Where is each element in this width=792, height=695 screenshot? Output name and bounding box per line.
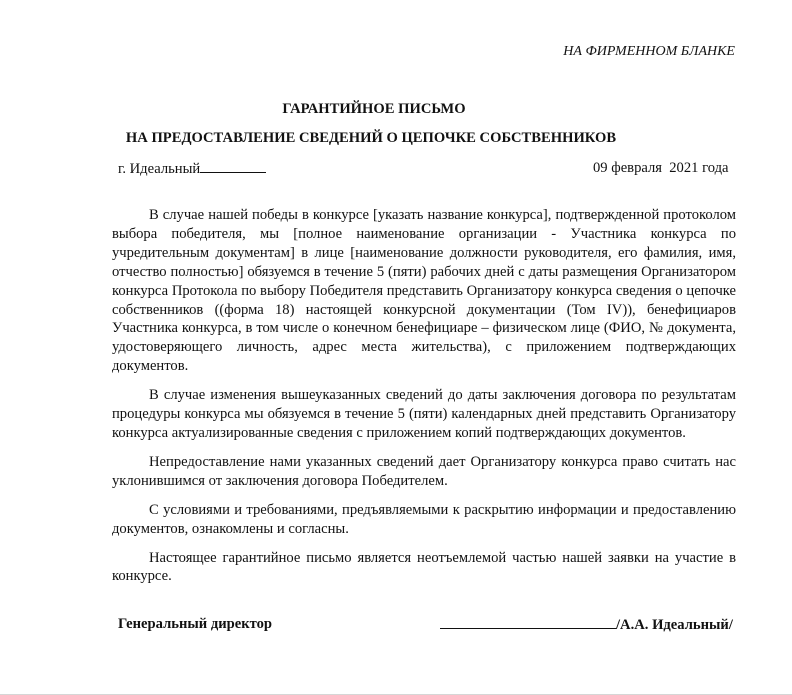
signature-line [440, 616, 733, 634]
letter-body [112, 206, 736, 596]
paragraph-acknowledgement: С условиями и требованиями, предъявляемыми к раскрытию информации и предоставлению документов, ознакомлены и согласны. [112, 501, 736, 537]
signatory-position: Генеральный директор [118, 616, 273, 632]
paragraph-nonprovision: Непредоставление нами указанных сведений дает Организатору конкурса право считать нас уклонившимся от заключения договора Победителем. [112, 453, 736, 489]
city-blank-line [200, 160, 266, 173]
letter-subtitle: НА ПРЕДОСТАВЛЕНИЕ СВЕДЕНИЙ О ЦЕПОЧКЕ СОБСТВЕННИКОВ [125, 130, 617, 146]
signatory-name: /А.А. Идеальный/ [616, 617, 733, 633]
paragraph-commitment: В случае нашей победы в конкурсе [указать название конкурса], подтвержденной протоколом выбора победителя, мы [полное наименование организации - Участника конкурса по учредительным документам] в лице [наименование должности руководителя, его фамилия, имя, отчество полностью] обязуемся в течение 5 (пяти) рабочих дней с даты размещения Организатором конкурса Протокола по выбору Победителя представить Организатору конкурса сведения о цепочке собственников ((форма 18) настоящей конкурсной документации (Том IV)), бенефициаров Участника конкурса, в том числе о конечном бенефициаре – физическом лице (ФИО, № документа, удостоверяющего личность, адрес места жительства), с приложением подтверждающих документов. [112, 207, 736, 375]
letterhead-note: НА ФИРМЕННОМ БЛАНКЕ [563, 44, 735, 59]
city-line [118, 160, 266, 178]
letter-title: ГАРАНТИЙНОЕ ПИСЬМО [282, 101, 466, 117]
letter-date: 09 февраля 2021 года [593, 160, 729, 176]
city-name: г. Идеальный [118, 161, 201, 177]
paragraph-changes: В случае изменения вышеуказанных сведений до даты заключения договора по результатам процедуры конкурса мы обязуемся в течение 5 (пяти) календарных дней представить Организатору конкурса актуализированные сведения с приложением копий подтверждающих документов. [112, 387, 736, 441]
signature-blank [440, 616, 616, 629]
paragraph-integral-part: Настоящее гарантийное письмо является неотъемлемой частью нашей заявки на участие в конкурсе. [112, 549, 736, 585]
